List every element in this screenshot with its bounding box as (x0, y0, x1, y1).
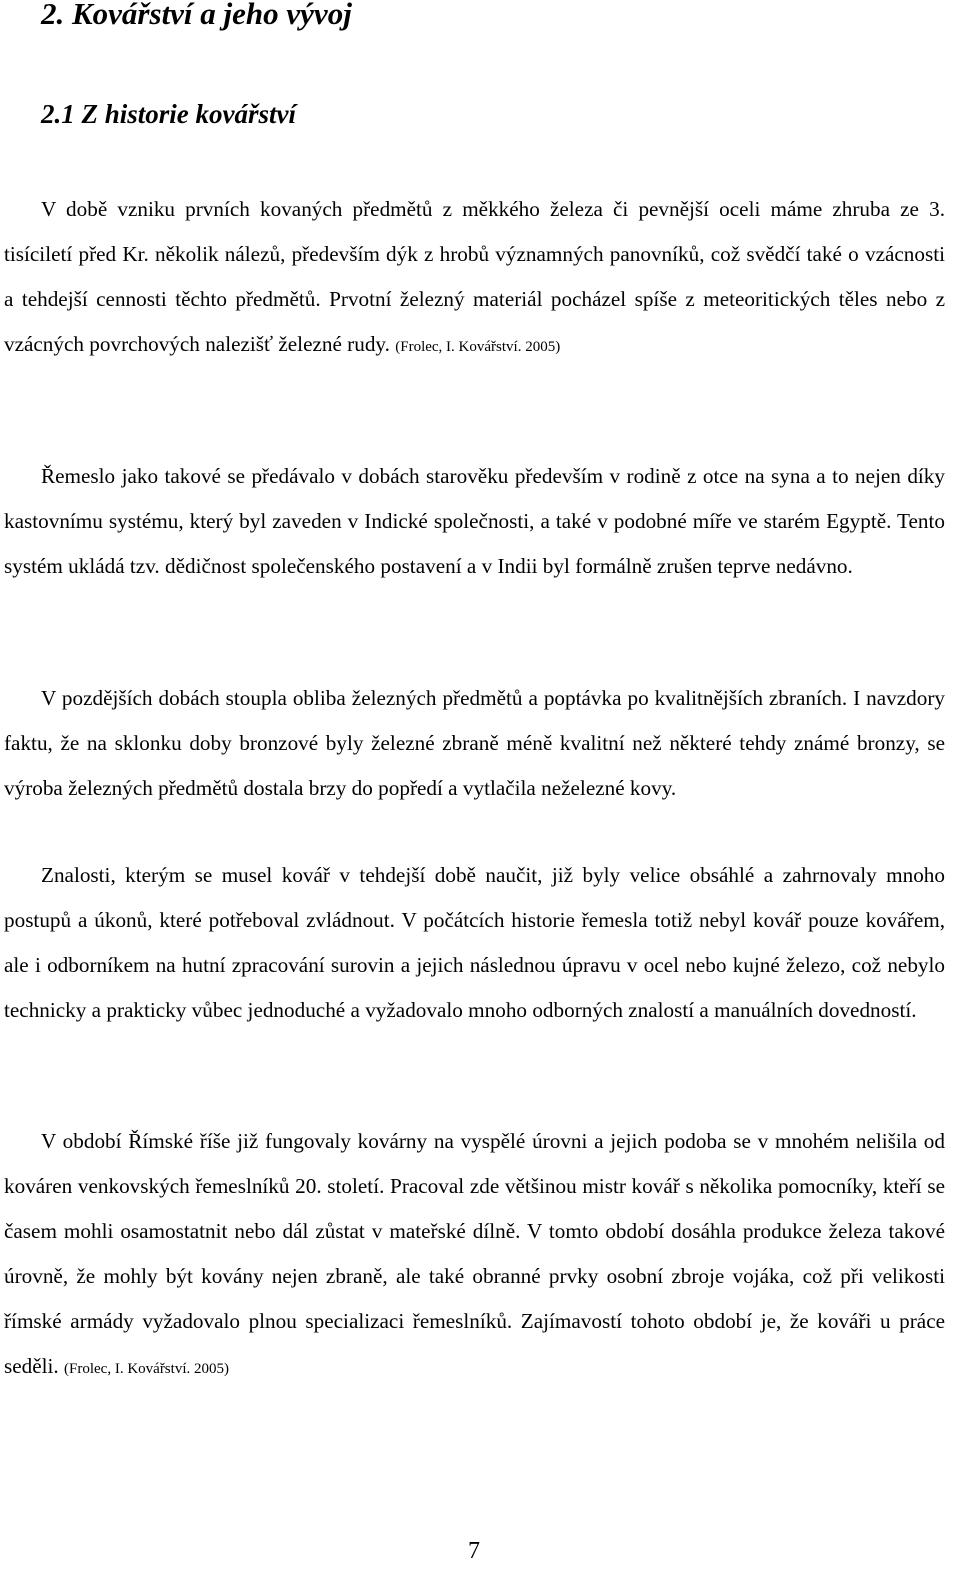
paragraph-5-text: V období Římské říše již fungovaly kovárny na vyspělé úrovni a jejich podoba se v mnohém nelišila od kováren venkovských řemeslníků 20. století. Pracoval zde většinou mistr kovář s několika pomocníky, kteří se časem mohli osamostatnit nebo dál zůstat v mateřské dílně. V tomto období dosáhla produkce železa takové úrovně, že mohly být kovány nejen zbraně, ale také obranné prvky osobní zbroje vojáka, což při velikosti římské armády vyžadovalo plnou specializaci řemeslníků. Zajímavostí tohoto období je, že kováři u práce seděli. (4, 1129, 945, 1378)
paragraph-5 (4, 1119, 945, 1392)
paragraph-3 (4, 676, 945, 811)
paragraph-4-text: Znalosti, kterým se musel kovář v tehdejší době naučit, již byly velice obsáhlé a zahrnovaly mnoho postupů a úkonů, které potřeboval zvládnout. V počátcích historie řemesla totiž nebyl kovář pouze kovářem, ale i odborníkem na hutní zpracování surovin a jejich následnou úpravu v ocel nebo kujné železo, což nebylo technicky a prakticky vůbec jednoduché a vyžadovalo mnoho odborných znalostí a manuálních dovedností. (4, 863, 945, 1022)
paragraph-2 (4, 454, 945, 589)
page-number: 7 (468, 1538, 480, 1564)
chapter-heading: 2. Kovářství a jeho vývoj (41, 0, 352, 31)
paragraph-1 (4, 187, 945, 370)
section-heading: 2.1 Z historie kovářství (41, 99, 296, 129)
paragraph-5-citation: (Frolec, I. Kovářství. 2005) (64, 1361, 229, 1377)
paragraph-4 (4, 853, 945, 1033)
paragraph-3-text: V pozdějších dobách stoupla obliba železných předmětů a poptávka po kvalitnějších zbraních. I navzdory faktu, že na sklonku doby bronzové byly železné zbraně méně kvalitní než některé tehdy známé bronzy, se výroba železných předmětů dostala brzy do popředí a vytlačila neželezné kovy. (4, 686, 945, 800)
paragraph-1-text: V době vzniku prvních kovaných předmětů z měkkého železa či pevnější oceli máme zhruba ze 3. tisíciletí před Kr. několik nálezů, především dýk z hrobů významných panovníků, což svědčí také o vzácnosti a tehdejší cennosti těchto předmětů. Prvotní železný materiál pocházel spíše z meteoritických těles nebo z vzácných povrchových nalezišť železné rudy. (4, 197, 945, 356)
paragraph-2-text: Řemeslo jako takové se předávalo v dobách starověku především v rodině z otce na syna a to nejen díky kastovnímu systému, který byl zaveden v Indické společnosti, a také v podobné míře ve starém Egyptě. Tento systém ukládá tzv. dědičnost společenského postavení a v Indii byl formálně zrušen teprve nedávno. (4, 464, 945, 578)
paragraph-1-citation: (Frolec, I. Kovářství. 2005) (395, 339, 561, 355)
